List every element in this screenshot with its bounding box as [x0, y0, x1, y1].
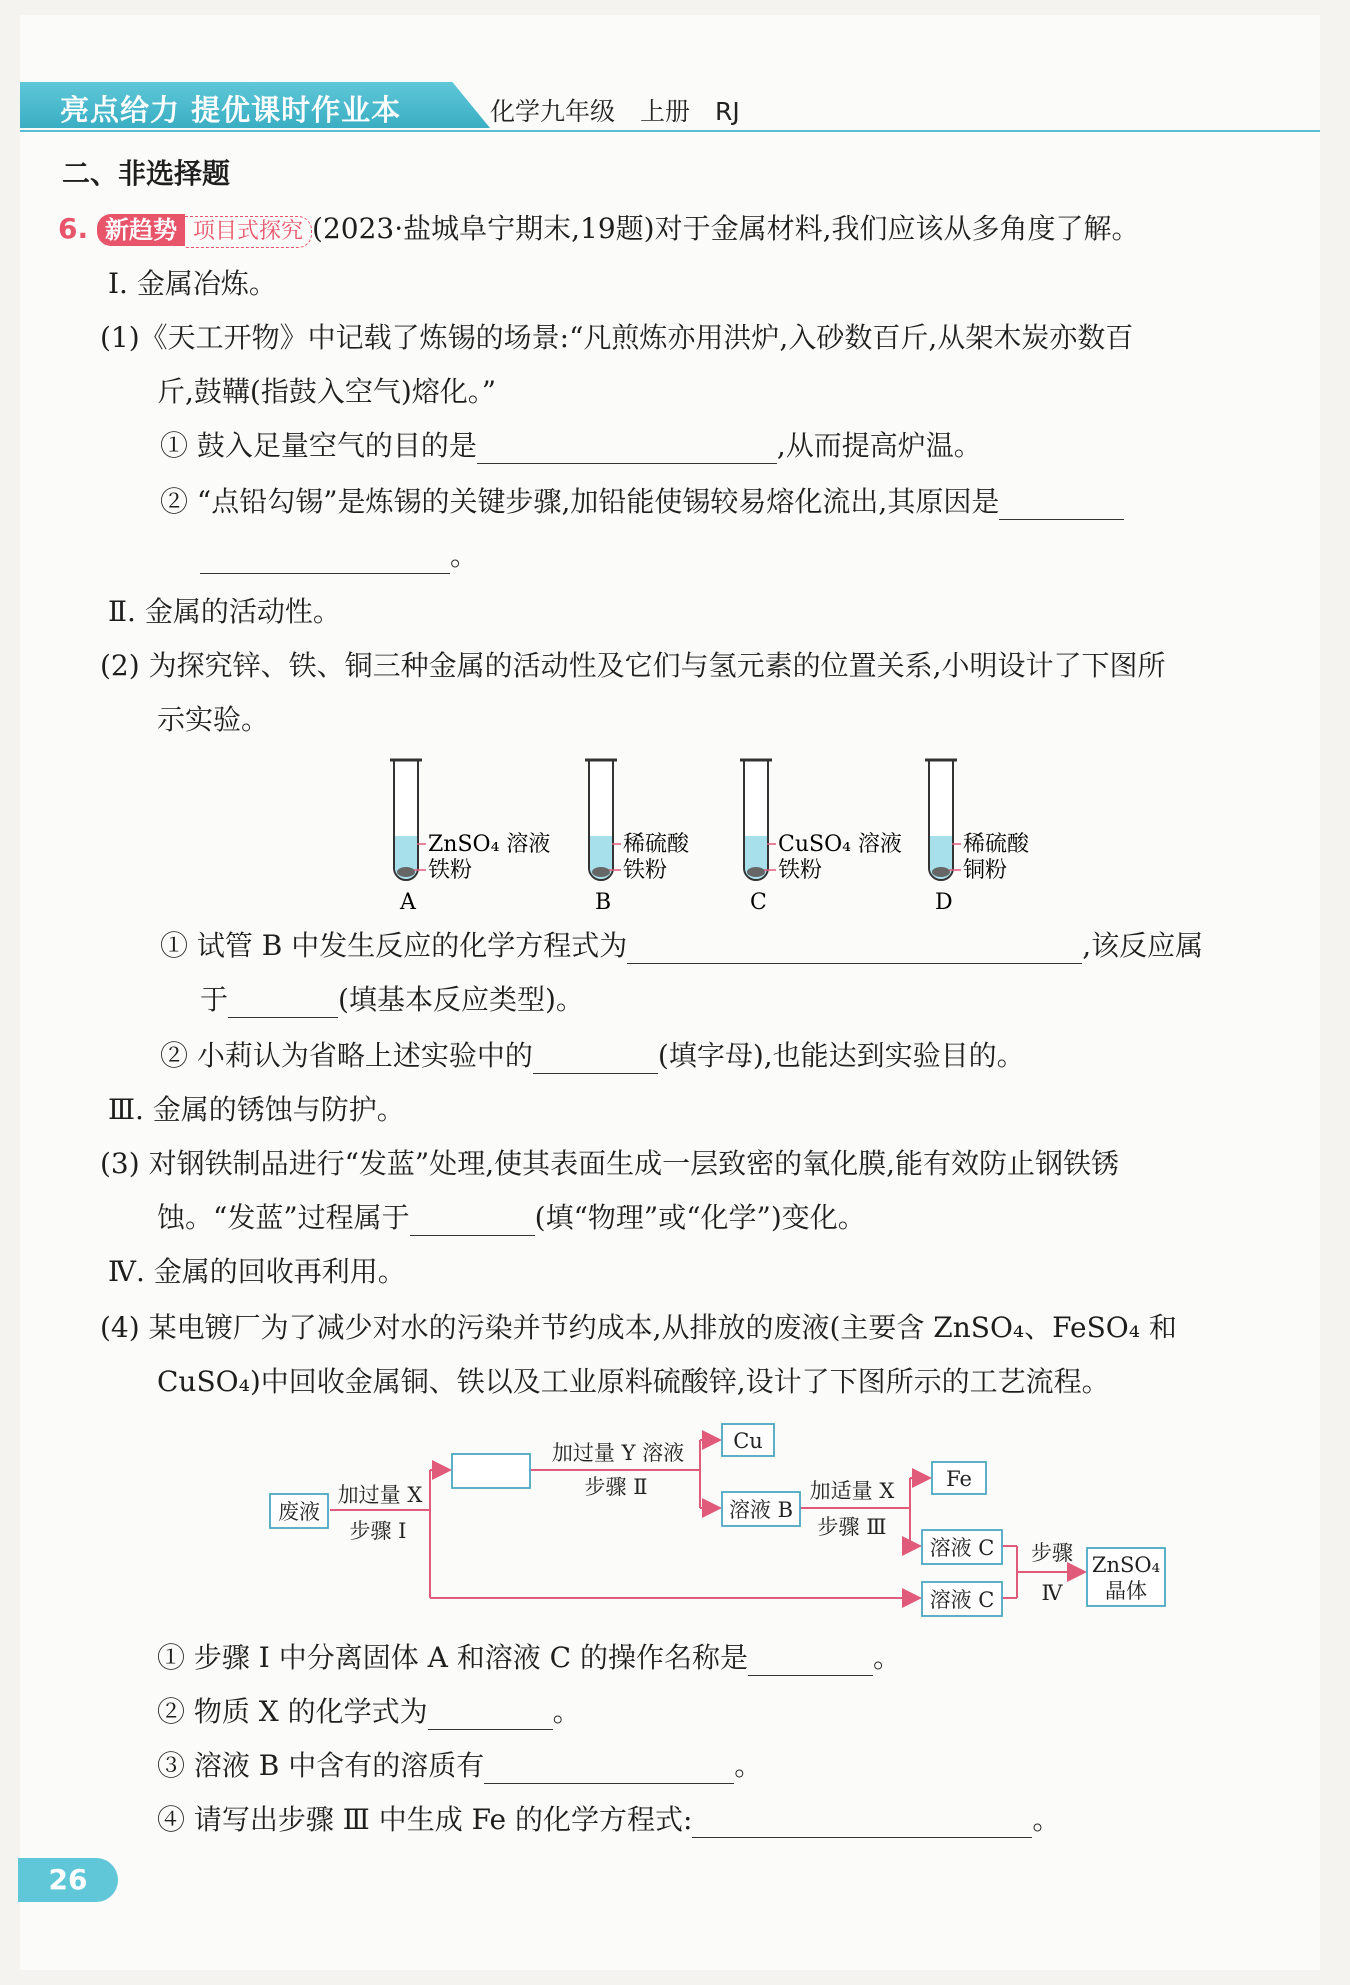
question-6-header: [58, 211, 1140, 248]
question-number: 6.: [58, 212, 89, 245]
q2-sub-a2-tail: (填基本反应类型)。: [338, 983, 584, 1016]
q1-sub-a: [160, 428, 982, 464]
flow-step1: 步骤 Ⅰ: [349, 1519, 407, 1543]
part3-heading: Ⅲ. 金属的锈蚀与防护。: [108, 1093, 405, 1126]
q4-sub-d-text: ④ 请写出步骤 Ⅲ 中生成 Fe 的化学方程式:: [157, 1803, 693, 1836]
q2-sub-b: [160, 1038, 1025, 1074]
q2-sub-a2-text: 于: [200, 983, 229, 1016]
process-flow-diagram: [260, 1410, 1190, 1630]
test-tube-D: [925, 760, 1030, 915]
q2-sub-b-text: ② 小莉认为省略上述实验中的: [160, 1039, 533, 1072]
tag-project: 项目式探究: [185, 216, 312, 248]
test-tube-A: [390, 760, 550, 915]
tube-D-letter: D: [935, 890, 953, 915]
q4-sub-c-text: ③ 溶液 B 中含有的溶质有: [157, 1749, 485, 1782]
q1-text-line2: 斤,鼓鞲(指鼓入空气)熔化。”: [157, 375, 497, 408]
answer-blank-q1b-1[interactable]: [999, 491, 1124, 520]
flow-solution-c-2: 溶液 C: [929, 1588, 995, 1612]
q1-sub-b-cont: [200, 538, 478, 574]
header-brand: 亮点给力 提优课时作业本: [60, 93, 402, 127]
flow-step2-reagent: 加过量 Y 溶液: [551, 1441, 685, 1465]
flow-product-formula: ZnSO₄: [1091, 1553, 1161, 1577]
q3-line2-tail: (填“物理”或“化学”)变化。: [534, 1201, 866, 1234]
tube-D-solid: 铜粉: [963, 858, 1008, 883]
test-tube-C: [740, 760, 902, 915]
tube-C-solid: 铁粉: [778, 858, 823, 883]
answer-blank-q1a[interactable]: [477, 435, 777, 464]
question-intro: (2023·盐城阜宁期末,19题)对于金属材料,我们应该从多角度了解。: [312, 212, 1140, 245]
answer-blank-q3[interactable]: [410, 1207, 535, 1236]
q2-sub-a-tail: ,该反应属: [1082, 929, 1204, 962]
q4-text-line1: (4) 某电镀厂为了减少对水的污染并节约成本,从排放的废液(主要含 ZnSO₄、FeSO₄ 和: [100, 1311, 1177, 1344]
answer-blank-q4d[interactable]: [692, 1809, 1032, 1838]
answer-blank-q4a[interactable]: [748, 1647, 873, 1676]
q4-sub-b-end: 。: [552, 1695, 581, 1728]
q2-sub-a: [160, 928, 1203, 964]
flow-step1-reagent: 加过量 X: [337, 1483, 423, 1507]
answer-blank-q2a-type[interactable]: [228, 989, 338, 1018]
q1-sub-b-text: ② “点铅勾锡”是炼锡的关键步骤,加铅能使锡较易熔化流出,其原因是: [160, 485, 1000, 518]
flow-step2: 步骤 Ⅱ: [584, 1475, 648, 1499]
tag-new-trend: 新趋势: [97, 214, 185, 246]
q3-text-line2: [157, 1200, 866, 1236]
q4-text-line2: CuSO₄)中回收金属铜、铁以及工业原料硫酸锌,设计了下图所示的工艺流程。: [157, 1365, 1110, 1398]
q1-sub-a-tail: ,从而提高炉温。: [776, 429, 982, 462]
answer-blank-q2a[interactable]: [627, 935, 1082, 964]
q4-sub-c: [157, 1748, 762, 1784]
flow-solution-c-1: 溶液 C: [929, 1536, 995, 1560]
q2-text-line1: (2) 为探究锌、铁、铜三种金属的活动性及它们与氢元素的位置关系,小明设计了下图所: [100, 649, 1166, 682]
q3-text-line1: (3) 对钢铁制品进行“发蓝”处理,使其表面生成一层致密的氧化膜,能有效防止钢铁锈: [100, 1147, 1119, 1180]
q4-sub-b: [157, 1694, 581, 1730]
box-solid-a: [452, 1454, 530, 1488]
q2-text-line2: 示实验。: [157, 703, 270, 736]
q1-sub-b-end: 。: [450, 539, 479, 572]
q1-text-line1: (1)《天工开物》中记载了炼锡的场景:“凡煎炼亦用洪炉,入砂数百斤,从架木炭亦数百: [100, 321, 1134, 354]
flow-step4-num: Ⅳ: [1041, 1581, 1063, 1605]
tube-A-letter: A: [400, 890, 416, 915]
header-rule: [20, 130, 1320, 132]
flow-solution-b: 溶液 B: [728, 1498, 794, 1522]
answer-blank-q2b[interactable]: [533, 1045, 658, 1074]
tube-C-letter: C: [750, 890, 767, 915]
part1-heading: Ⅰ. 金属冶炼。: [108, 267, 277, 300]
q1-sub-a-text: ① 鼓入足量空气的目的是: [160, 429, 477, 462]
part4-heading: Ⅳ. 金属的回收再利用。: [108, 1255, 406, 1288]
tube-B-solid: 铁粉: [623, 858, 668, 883]
tube-B-liquid: 稀硫酸: [623, 832, 690, 857]
tube-A-liquid: ZnSO₄ 溶液: [428, 832, 551, 857]
answer-blank-q4c[interactable]: [484, 1755, 734, 1784]
test-tube-B: [585, 760, 690, 915]
q4-sub-a: [157, 1640, 901, 1676]
flow-cu: Cu: [733, 1429, 763, 1453]
q2-sub-a-text: ① 试管 B 中发生反应的化学方程式为: [160, 929, 628, 962]
section-title: 二、非选择题: [62, 157, 231, 190]
tube-C-liquid: CuSO₄ 溶液: [778, 832, 902, 857]
q2-sub-a-cont: [200, 982, 584, 1018]
q4-sub-a-end: 。: [873, 1641, 902, 1674]
q4-sub-d: [157, 1802, 1060, 1838]
flow-step4: 步骤: [1031, 1541, 1073, 1565]
header-subject: 化学九年级 上册 RJ: [490, 97, 740, 126]
answer-blank-q4b[interactable]: [428, 1701, 553, 1730]
flow-fe: Fe: [946, 1467, 972, 1491]
flow-waste: 废液: [278, 1500, 320, 1524]
tube-D-liquid: 稀硫酸: [963, 832, 1030, 857]
flow-product-name: 晶体: [1105, 1579, 1147, 1603]
q1-sub-b: [160, 484, 1124, 520]
tube-A-solid: 铁粉: [428, 858, 473, 883]
answer-blank-q1b-2[interactable]: [200, 545, 450, 574]
q4-sub-d-end: 。: [1032, 1803, 1061, 1836]
page-number: 26: [18, 1858, 118, 1902]
test-tube-figure: [380, 750, 1060, 920]
tube-B-letter: B: [595, 890, 612, 915]
q4-sub-b-text: ② 物质 X 的化学式为: [157, 1695, 428, 1728]
flow-step3-reagent: 加适量 X: [809, 1479, 895, 1503]
part2-heading: Ⅱ. 金属的活动性。: [108, 595, 341, 628]
q2-sub-b-tail: (填字母),也能达到实验目的。: [657, 1039, 1025, 1072]
flow-step3: 步骤 Ⅲ: [817, 1515, 887, 1539]
q4-sub-a-text: ① 步骤 Ⅰ 中分离固体 A 和溶液 C 的操作名称是: [157, 1641, 749, 1674]
q4-sub-c-end: 。: [734, 1749, 763, 1782]
q3-line2-text: 蚀。“发蓝”过程属于: [157, 1201, 410, 1234]
